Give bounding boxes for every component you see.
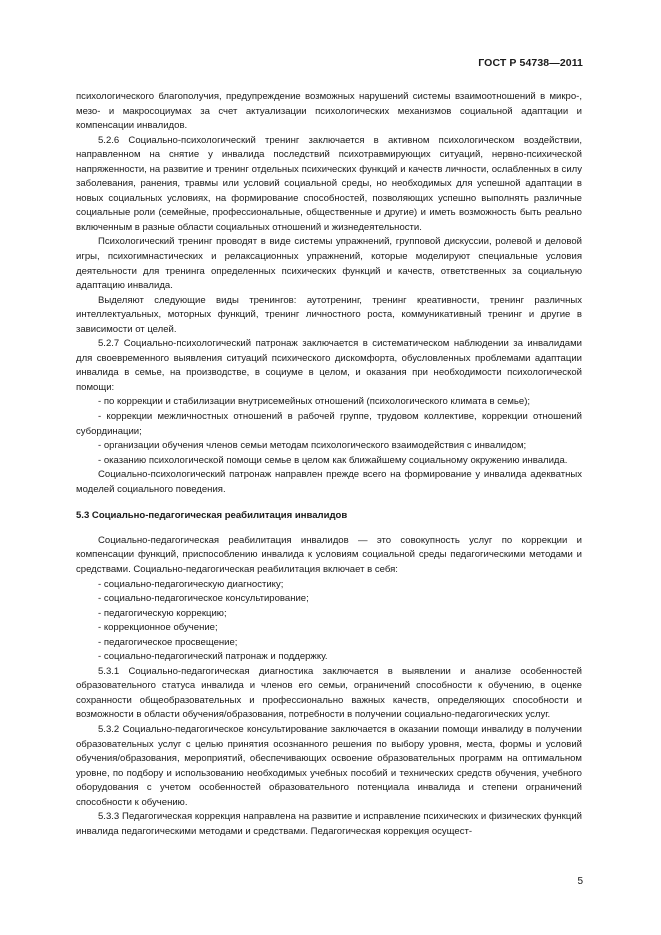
paragraph: 5.2.6 Социально-психологический тренинг заключается в активном психологическом воздействии, направленном на снятие у инвалида последствий психотравмирующих ситуаций, нервно-психической напряженности, на развитие и тренинг отдельных психических функций и качеств личности, ослабленных в силу заболевания, ранения, травмы или условий социальной среды, но необходимых для успешной адаптации в новых социальных условиях, на формирование способностей, позволяющих успешно выполнять различные социальные роли (семейные, профессиональные, общественные и другие) и иметь возможность быть реально включенным в разные области социальных отношений и жизнедеятельности. bbox=[76, 134, 582, 233]
document-id-header: ГОСТ Р 54738—2011 bbox=[478, 57, 583, 69]
list-item: - педагогическую коррекцию; bbox=[98, 607, 227, 619]
list-item: - педагогическое просвещение; bbox=[98, 636, 238, 648]
paragraph: 5.3.2 Социально-педагогическое консультирование заключается в оказании помощи инвалиду в получении образовательных услуг с целью принятия осознанного решения по выбору уровня, места, формы и условий обучения/образования, мероприятий, обеспечивающих освоение образовательных программ на оптимальном уровне, по подбору и использованию необходимых учебных пособий и технических средств обучения, учебного оборудования с учетом особенностей образовательного потенциала инвалида и степени ограничений способности к обучению. bbox=[76, 723, 582, 808]
list-item: - социально-педагогический патронаж и поддержку. bbox=[98, 651, 328, 663]
paragraph: Социально-психологический патронаж направлен прежде всего на формирование у инвалида адекватных моделей социального поведения. bbox=[76, 469, 582, 495]
list-item: - социально-педагогическое консультирование; bbox=[98, 593, 309, 605]
paragraph: 5.3.3 Педагогическая коррекция направлена на развитие и исправление психических и физических функций инвалида педагогическими методами и средствами. Педагогическая коррекция осущест- bbox=[76, 811, 582, 837]
page-number: 5 bbox=[577, 876, 583, 887]
list-item: - социально-педагогическую диагностику; bbox=[98, 578, 284, 590]
paragraph: Выделяют следующие виды тренингов: аутотренинг, тренинг креативности, тренинг различных интеллектуальных, моторных функций, тренинг личностного роста, коммуникативный тренинг и другие в зависимости от целей. bbox=[76, 294, 582, 335]
list-item: - коррекционное обучение; bbox=[98, 622, 218, 634]
list-item: - коррекции межличностных отношений в рабочей группе, трудовом коллективе, коррекции отношений субординации; bbox=[76, 411, 582, 437]
document-body bbox=[76, 90, 582, 839]
paragraph: 5.2.7 Социально-психологический патронаж заключается в систематическом наблюдении за инвалидами для своевременного выявления ситуаций психического дискомфорта, обусловленных проблемами адаптации инвалида в семье, на производстве, в социуме в целом, и оказания при необходимости психологической помощи: bbox=[76, 338, 582, 393]
paragraph: 5.3.1 Социально-педагогическая диагностика заключается в выявлении и анализе особенностей образовательного статуса инвалида и членов его семьи, ограничений способности к обучению, в оценке сохранности общеобразовательных и профессионально важных качеств, определяющих способности и возможности в области обучения/образования, потребности в получении социально-педагогических услуг. bbox=[76, 665, 582, 721]
paragraph: Социально-педагогическая реабилитация инвалидов — это совокупность услуг по коррекции и компенсации функций, приспособлению инвалида к условиям социальной среды педагогическими методами и средствами. Социально-педагогическая реабилитация включает в себя: bbox=[76, 534, 582, 575]
paragraph: Психологический тренинг проводят в виде системы упражнений, групповой дискуссии, ролевой и деловой игры, психогимнастических и релаксационных упражнений, которые моделируют специальные условия деятельности для тренинга определенных психических функций и качеств, ответственных за социальную адаптацию инвалида. bbox=[76, 236, 582, 292]
list-item: - организации обучения членов семьи методам психологического взаимодействия с инвалидом; bbox=[98, 440, 527, 452]
list-item: - по коррекции и стабилизации внутрисемейных отношений (психологического климата в семье); bbox=[98, 396, 531, 408]
paragraph: психологического благополучия, предупреждение возможных нарушений системы взаимоотношений в микро-, мезо- и макросоциумах за счет актуализации психологических механизмов социальной адаптации и компенсации инвалидов. bbox=[76, 91, 582, 132]
list-item: - оказанию психологической помощи семье в целом как ближайшему социальному окружению инвалида. bbox=[98, 454, 568, 466]
section-heading: 5.3 Социально-педагогическая реабилитация инвалидов bbox=[76, 510, 348, 522]
